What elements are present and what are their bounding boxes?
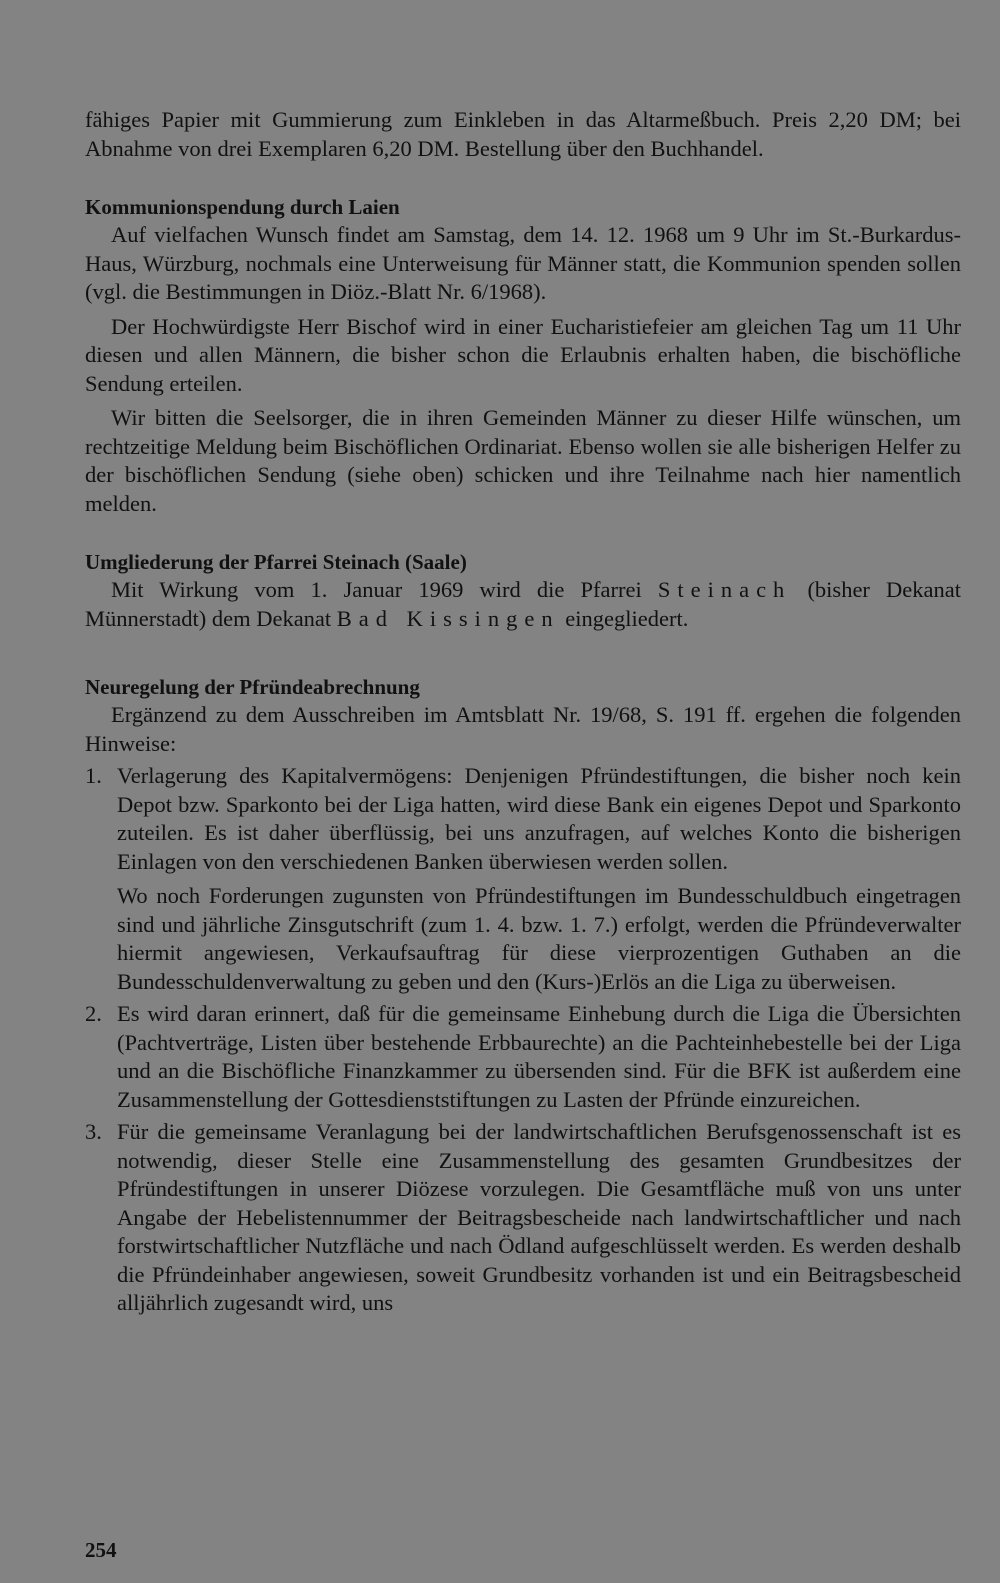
text-part: (bisher Dekanat Münnerstadt) dem Dekanat (85, 577, 961, 631)
text-part: eingegliedert. (565, 605, 689, 631)
paragraph: Ergänzend zu dem Ausschreiben im Amtsblatt Nr. 19/68, S. 191 ff. ergehen die folgenden Hinweise: (85, 702, 961, 756)
numbered-list (85, 762, 961, 1318)
page-number: 254 (85, 1538, 117, 1562)
section-heading-benefice: Neuregelung der Pfründeabrechnung (85, 675, 420, 699)
list-paragraph: Für die gemeinsame Veranlagung bei der landwirtschaftlichen Berufsgenossenschaft ist es notwendig, dieser Stelle eine Zusammenstellung des gesamten Grundbesitzes der Pfründestiftungen in unserer Diözese vorzulegen. Die Gesamtfläche muß von uns unter Angabe der Hebelistennummer der Beitragsbescheide nach landwirtschaftlicher und nach forstwirtschaftlicher Nutzfläche und nach Ödland aufgeschlüsselt werden. Es werden deshalb die Pfründeinhaber angewiesen, soweit Grundbesitz vorhanden ist und ein Beitragsbescheid alljährlich zugesandt wird, uns (117, 1119, 961, 1315)
list-item (85, 1000, 961, 1114)
paragraph: Auf vielfachen Wunsch findet am Samstag, dem 14. 12. 1968 um 9 Uhr im St.-Burkardus-Haus, Würzburg, nochmals eine Unterweisung für Männer statt, die Kommunion spenden sollen (vgl. die Bestimmungen in Diöz.-Blatt Nr. 6/1968). (85, 222, 961, 304)
list-paragraph: Wo noch Forderungen zugunsten von Pfründestiftungen im Bundesschuldbuch eingetragen sind und jährliche Zinsgutschrift (zum 1. 4. bzw. 1. 7.) erfolgt, werden die Pfründeverwalter hiermit angewiesen, Verkaufsauftrag für diese vierprozentigen Guthaben an die Bundesschuldenverwaltung zu geben und den (Kurs-)Erlös an die Liga zu überweisen. (117, 883, 961, 994)
list-number: 3. (85, 1119, 102, 1144)
paragraph: Der Hochwürdigste Herr Bischof wird in einer Eucharistiefeier am gleichen Tag um 11 Uhr diesen und allen Männern, die bisher schon die Erlaubnis erhalten haben, die bischöfliche Sendung erteilen. (85, 313, 961, 396)
intro-paragraph: fähiges Papier mit Gummierung zum Einkleben in das Altarmeßbuch. Preis 2,20 DM; bei Abnahme von drei Exemplaren 6,20 DM. Bestellung über den Buchhandel. (85, 107, 961, 161)
list-number: 1. (85, 763, 102, 788)
list-number: 2. (85, 1001, 102, 1026)
section-heading-parish: Umgliederung der Pfarrei Steinach (Saale) (85, 550, 467, 574)
text-part: Mit Wirkung vom 1. Januar 1969 wird die Pfarrei (111, 577, 642, 602)
document-page (85, 106, 961, 1318)
place-name: Bad Kissingen (336, 605, 560, 631)
paragraph-parish (85, 576, 961, 633)
list-item (85, 1118, 961, 1318)
list-item (85, 762, 961, 996)
paragraph: Wir bitten die Seelsorger, die in ihren Gemeinden Männer zu dieser Hilfe wünschen, um rechtzeitige Meldung beim Bischöflichen Ordinariat. Ebenso wollen sie alle bisherigen Helfer zu der bischöflichen Sendung (siehe oben) schicken und ihre Teilnahme nach hier namentlich melden. (85, 405, 961, 516)
place-name: Steinach (657, 577, 792, 602)
list-paragraph: Es wird daran erinnert, daß für die gemeinsame Einhebung durch die Liga die Übersichten (Pachtverträge, Listen über bestehende Erbbaurechte) an die Pachteinhebestelle bei der Liga und an die Bischöfliche Finanzkammer zu übersenden sind. Für die BFK ist außerdem eine Zusammenstellung der Gottesdienststiftungen zu Lasten der Pfründe einzureichen. (117, 1001, 961, 1112)
section-heading-communion: Kommunionspendung durch Laien (85, 195, 400, 219)
list-paragraph: Verlagerung des Kapitalvermögens: Denjenigen Pfründestiftungen, die bisher noch kein Depot bzw. Sparkonto bei der Liga hatten, wird diese Bank ein eigenes Depot und Sparkonto zuteilen. Es ist daher überflüssig, bei uns anzufragen, auf welches Konto die bisherigen Einlagen von den verschiedenen Banken überwiesen werden sollen. (117, 763, 961, 874)
